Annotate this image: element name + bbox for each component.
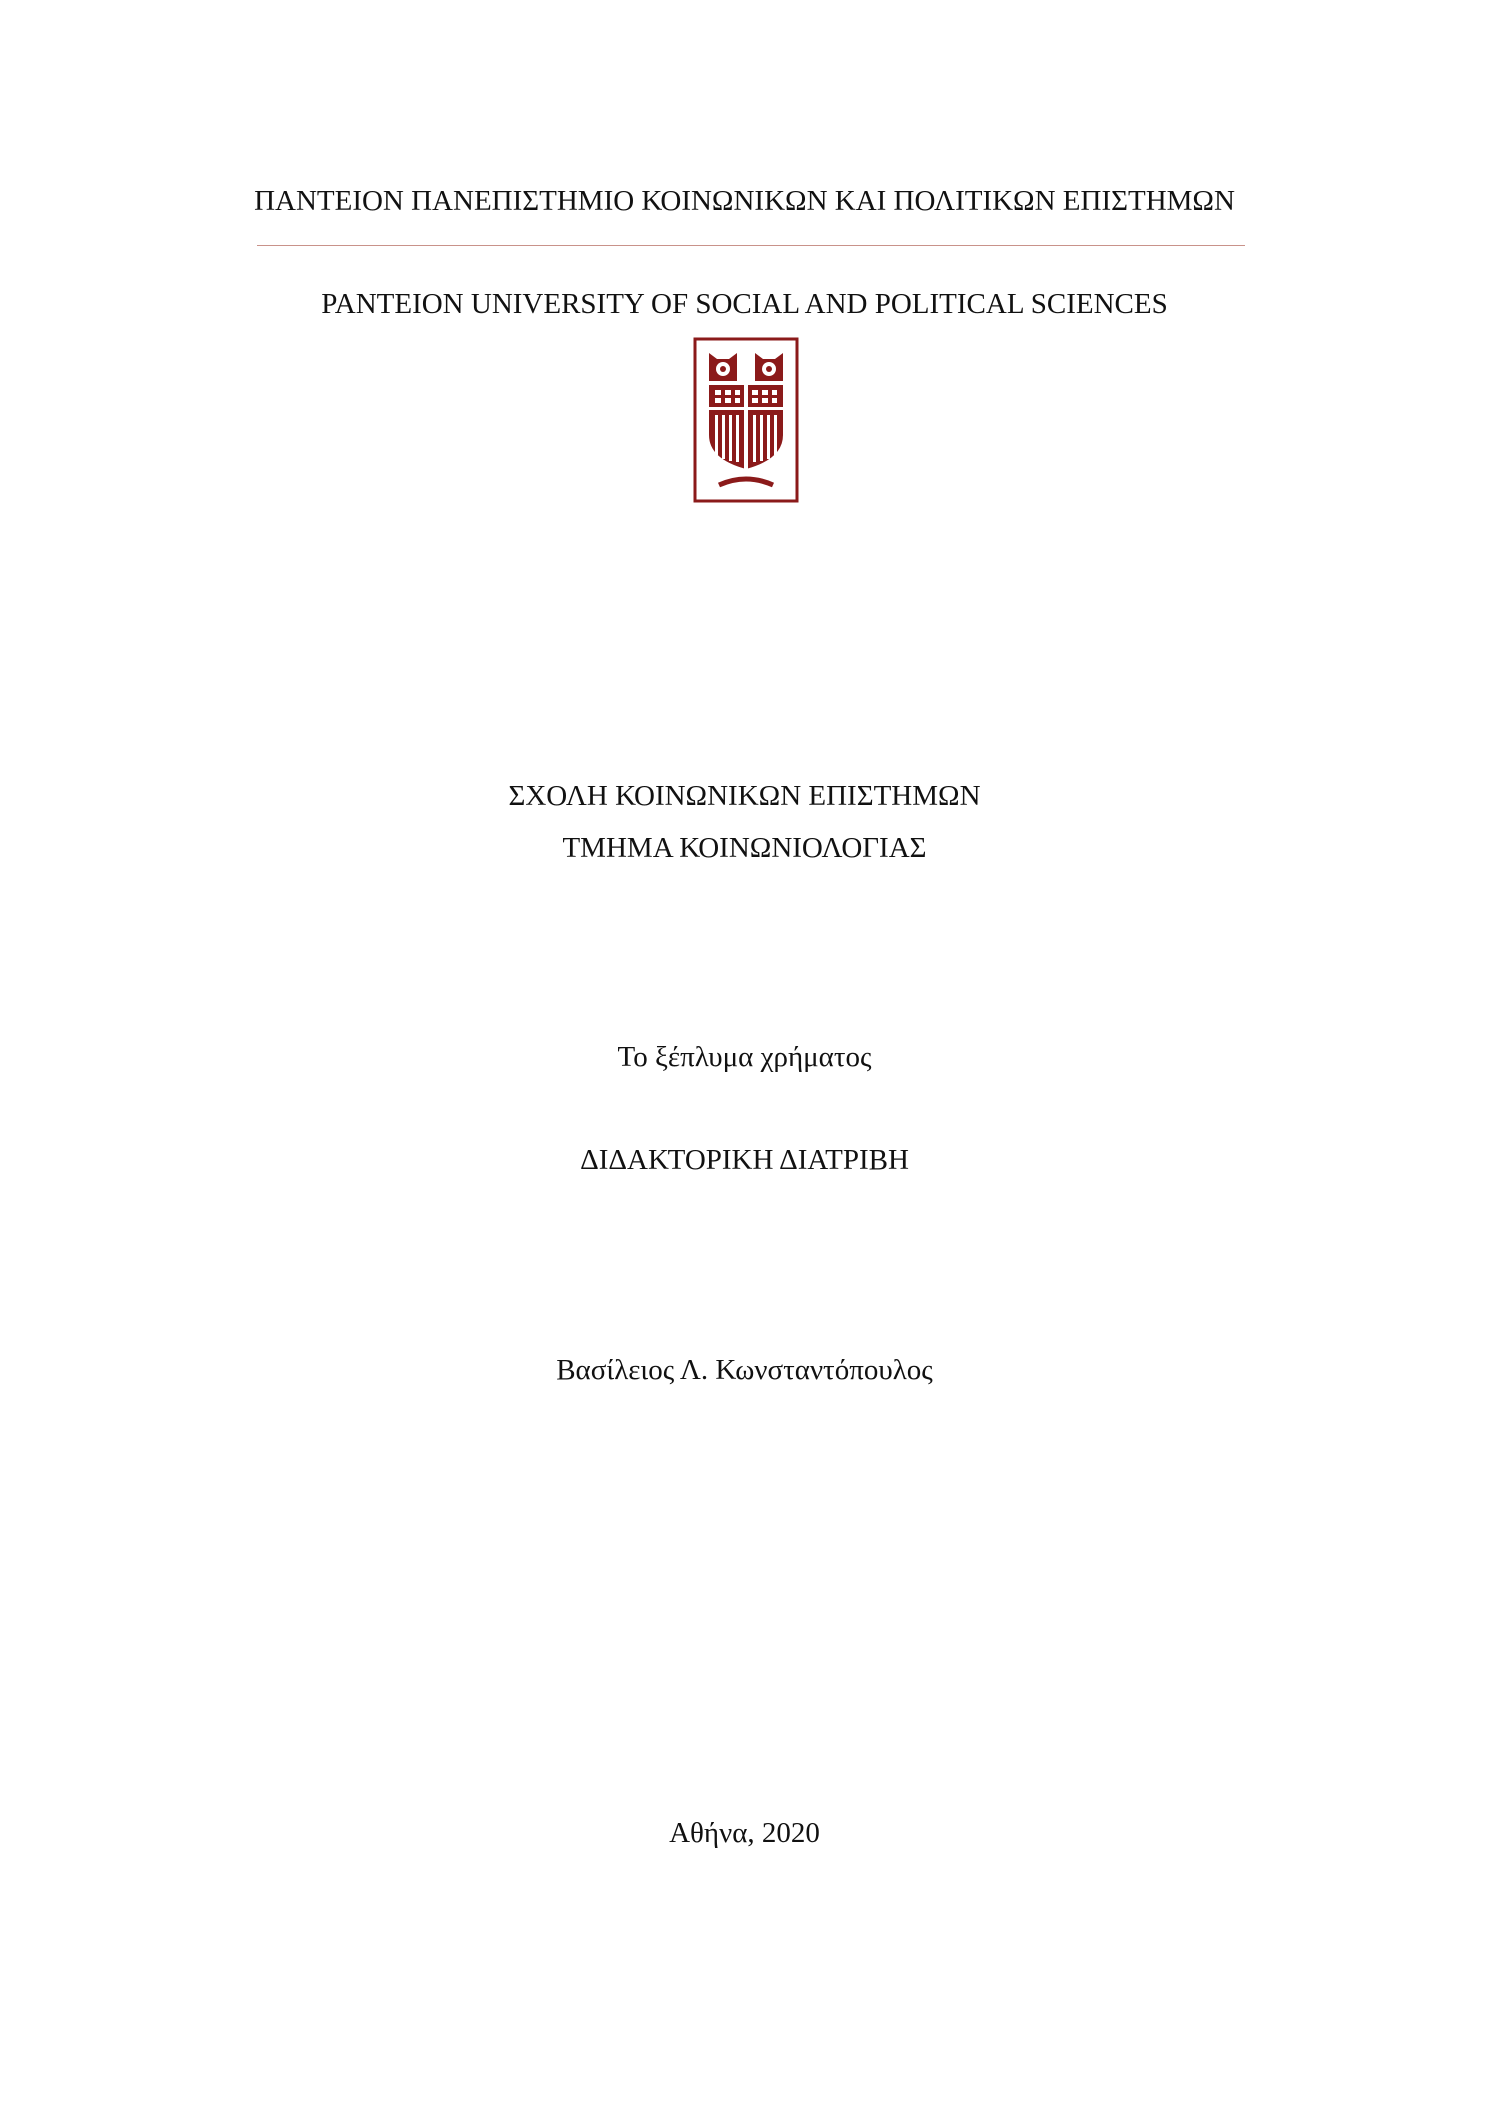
university-crest-icon (693, 337, 799, 503)
thesis-type: ΔΙΔΑΚΤΟΡΙΚΗ ΔΙΑΤΡΙΒΗ (580, 1144, 909, 1176)
university-name-english: PANTEION UNIVERSITY OF SOCIAL AND POLITICAL SCIENCES (321, 288, 1168, 320)
school-name: ΣΧΟΛΗ ΚΟΙΝΩΝΙΚΩΝ ΕΠΙΣΤΗΜΩΝ (508, 780, 981, 812)
place-and-date: Αθήνα, 2020 (669, 1817, 820, 1849)
department-name: ΤΜΗΜΑ ΚΟΙΝΩΝΙΟΛΟΓΙΑΣ (562, 832, 927, 864)
university-name-greek: ΠΑΝΤΕΙΟΝ ΠΑΝΕΠΙΣΤΗΜΙΟ ΚΟΙΝΩΝΙΚΩΝ ΚΑΙ ΠΟΛΙΤΙΚΩΝ ΕΠΙΣΤΗΜΩΝ (254, 185, 1235, 217)
header-divider (257, 245, 1245, 246)
author-name: Βασίλειος Λ. Κωνσταντόπουλος (556, 1354, 933, 1386)
thesis-title: Το ξέπλυμα χρήματος (617, 1041, 872, 1073)
